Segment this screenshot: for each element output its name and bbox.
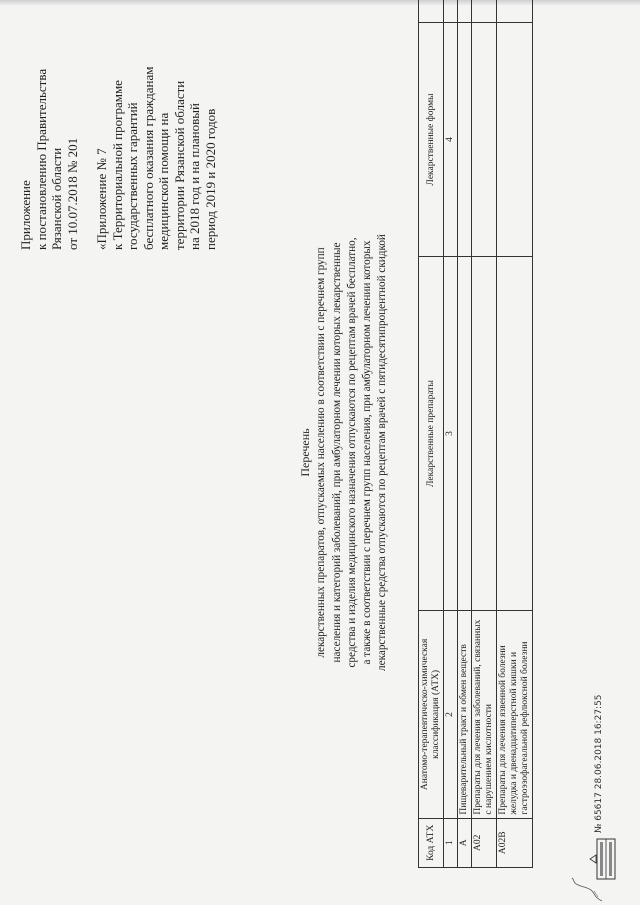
table-row [497,0,533,868]
title-line: лекарственные средства отпускаются по рецептам врачей с пятидесятипроцентной скидкой [376,234,389,671]
number-cell: 4 [444,23,458,257]
title-line: лекарственных препаратов, отпускаемых населению в соответствии с перечнем групп [315,247,328,658]
cell-forms [458,23,472,257]
title-line: средства и изделия медицинского назначения отпускаются по рецептам врачей бесплатно, [345,237,358,668]
cell-drugs [497,256,533,611]
cell-forms [497,23,533,257]
prior-appendix-line: «Приложение № 7 [94,148,109,250]
document-registration-id: № 65617 28.06.2018 16:27:55 [594,694,604,833]
table-number-row [444,0,458,868]
appendix-line: к постановлению Правительства [33,68,49,250]
title-line: а также в соответствии с перечнем групп населения, при амбулаторном лечении которых [361,240,374,665]
header-classification: Анатомо-терапевтическо-химическая классификация (АТХ) [419,611,444,818]
cell-classification: Препараты для лечения язвенной болезни желудка и двенадцатиперстной кишки и гастроэзофагеальной рефлюксной болезни [497,611,533,818]
cell-drugs [472,256,497,611]
title-heading: Перечень [298,428,312,477]
number-cell: 1 [444,818,458,867]
prior-appendix-line: на 2018 год и на плановый [187,103,202,250]
appendix-line: Приложение [18,180,33,250]
prior-appendix-line: государственных гарантий [125,102,140,250]
appendix-line: Рязанской области [49,147,64,250]
cell-forms [472,23,497,257]
cell-code: А02В [497,818,533,867]
prior-appendix-line: период 2019 и 2020 годов [202,108,218,250]
cell-extra [458,0,472,23]
cell-code: А [458,818,472,867]
number-cell [444,0,458,23]
table-header-row [419,0,444,868]
appendix-line: от 10.07.2018 № 201 [64,137,80,250]
appendix-block [18,10,218,250]
prior-appendix-line: медицинской помощи на [156,112,171,250]
header-drugs: Лекарственные препараты [419,256,444,611]
header-forms: Лекарственные формы [419,23,444,257]
cell-classification: Препараты для лечения заболеваний, связанных с нарушением кислотности [472,611,497,818]
cell-code: А02 [472,818,497,867]
number-cell: 2 [444,611,458,818]
header-extra [419,0,444,23]
number-cell: 3 [444,256,458,611]
document-title [298,0,391,905]
header-code: Код АТХ [419,818,444,867]
registration-stamp-icon [588,838,618,880]
cell-extra [472,0,497,23]
prior-appendix-line: территории Рязанской области [171,80,187,250]
prior-appendix-line: бесплатного оказания гражданам [140,66,156,250]
prior-appendix-line: к Территориальной программе [109,80,125,250]
cell-classification: Пищеварительный тракт и обмен веществ [458,611,472,818]
cell-extra [497,0,533,23]
title-line: населения и категорий заболеваний, при амбулаторном лечении которых лекарственные [330,242,343,663]
table-row [472,0,497,868]
table-row [458,0,472,868]
atx-table [418,0,533,868]
cell-drugs [458,256,472,611]
